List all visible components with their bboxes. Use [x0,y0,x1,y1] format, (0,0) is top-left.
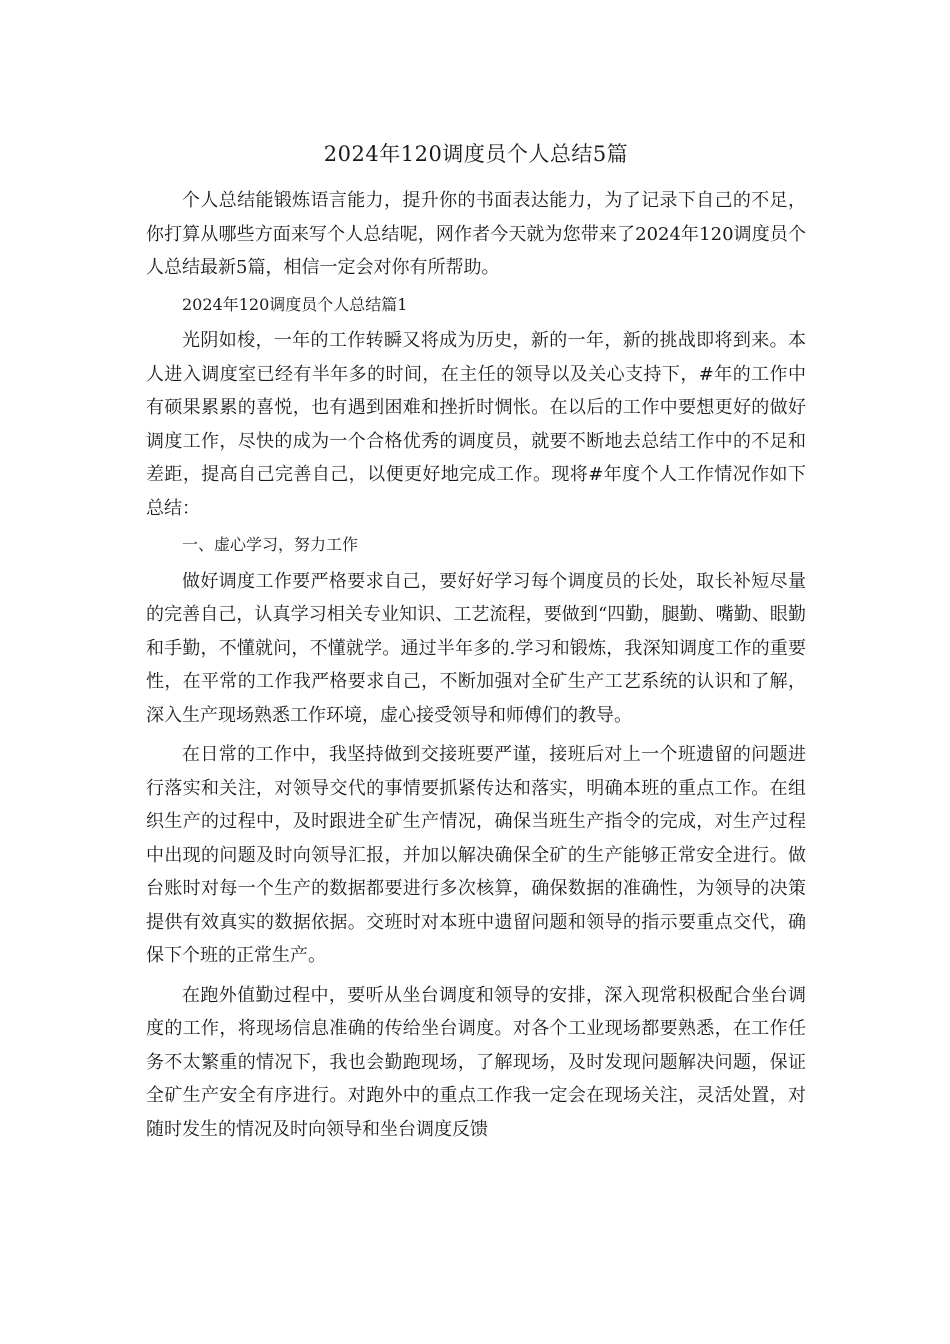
subheading-1: 一、虚心学习，努力工作 [182,535,359,554]
body-paragraph-1: 光阴如梭，一年的工作转瞬又将成为历史，新的一年，新的挑战即将到来。本人进入调度室已经有半年多的时间，在主任的领导以及关心支持下，#年的工作中有硕果累累的喜悦，也有遇到困难和挫折时惆怅。在以后的工作中要想更好的做好调度工作，尽快的成为一个合格优秀的调度员，就要不断地去总结工作中的不足和差距，提高自己完善自己，以便更好地完成工作。现将#年度个人工作情况作如下总结： [146,330,806,519]
body-paragraph-2: 做好调度工作要严格要求自己，要好好学习每个调度员的长处，取长补短尽量的完善自己，认真学习相关专业知识、工艺流程，要做到“四勤，腿勤、嘴勤、眼勤和手勤，不懂就问，不懂就学。通过半年多的.学习和锻炼，我深知调度工作的重要性，在平常的工作我严格要求自己，不断加强对全矿生产工艺系统的认识和了解，深入生产现场熟悉工作环境，虚心接受领导和师傅们的教导。 [146,570,806,726]
section-title: 2024年120调度员个人总结篇1 [182,294,408,314]
document-page [146,136,806,1146]
document-title: 2024年120调度员个人总结5篇 [323,142,629,166]
intro-paragraph: 个人总结能锻炼语言能力，提升你的书面表达能力，为了记录下自己的不足，你打算从哪些方面来写个人总结呢，网作者今天就为您带来了2024年120调度员个人总结最新5篇，相信一定会对你有所帮助。 [146,190,806,278]
body-paragraph-4: 在跑外值勤过程中，要听从坐台调度和领导的安排，深入现常积极配合坐台调度的工作，将现场信息准确的传给坐台调度。对各个工业现场都要熟悉，在工作任务不太繁重的情况下，我也会勤跑现场，了解现场，及时发现问题解决问题，保证全矿生产安全有序进行。对跑外中的重点工作我一定会在现场关注，灵活处置，对随时发生的情况及时向领导和坐台调度反馈 [146,984,806,1140]
body-paragraph-3: 在日常的工作中，我坚持做到交接班要严谨，接班后对上一个班遗留的问题进行落实和关注，对领导交代的事情要抓紧传达和落实，明确本班的重点工作。在组织生产的过程中，及时跟进全矿生产情况，确保当班生产指令的完成，对生产过程中出现的问题及时向领导汇报，并加以解决确保全矿的生产能够正常安全进行。做台账时对每一个生产的数据都要进行多次核算，确保数据的准确性，为领导的决策提供有效真实的数据依据。交班时对本班中遗留问题和领导的指示要重点交代，确保下个班的正常生产。 [146,744,806,966]
